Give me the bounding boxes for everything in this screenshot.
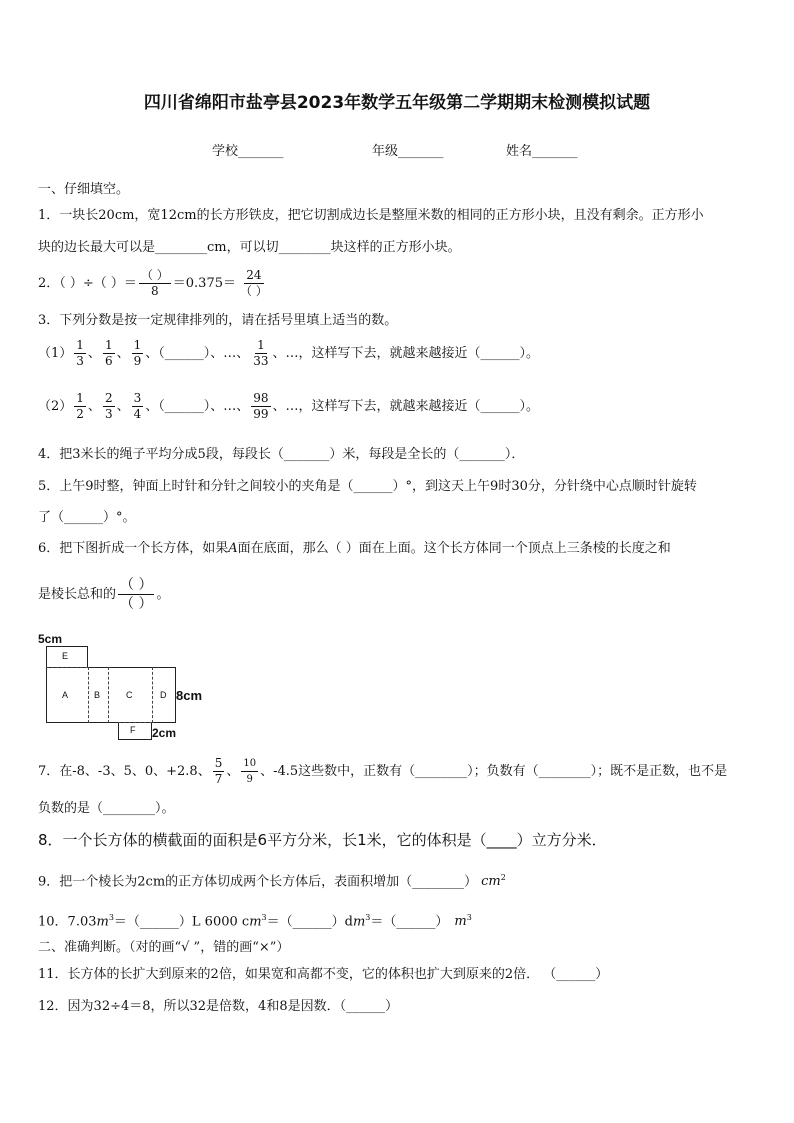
fraction bbox=[213, 756, 225, 787]
unit-m: m bbox=[352, 914, 366, 930]
face-label-b: B bbox=[94, 690, 101, 700]
fraction bbox=[132, 338, 144, 369]
question-12: 12．因为32÷4＝8，所以32是倍数，4和8是因数．（______） bbox=[38, 999, 399, 1014]
q7-mid: 、-4.5这些数中，正数有（________）；负数有（________）；既不是正数，也不是 bbox=[260, 764, 728, 779]
fraction-numerator: 1 bbox=[133, 338, 142, 352]
fraction bbox=[132, 391, 144, 422]
question-5-line-1: 5．上午9时整，钟面上时针和分针之间较小的夹角是（______）°，到这天上午9时30分，分针绕中心点顺时针旋转 bbox=[38, 479, 697, 494]
page-title: 四川省绵阳市盐亭县2023年数学五年级第二学期期末检测模拟试题 bbox=[143, 93, 651, 113]
fraction bbox=[74, 391, 86, 422]
fraction-numerator: 1 bbox=[257, 338, 265, 352]
q6-fraction bbox=[118, 576, 154, 613]
fold-line bbox=[118, 722, 152, 723]
fold-line bbox=[108, 667, 109, 723]
fraction-denominator: 2 bbox=[76, 407, 84, 421]
fraction-numerator: 98 bbox=[253, 391, 269, 405]
fraction-numerator: 24 bbox=[246, 268, 262, 282]
fraction-numerator: 1 bbox=[104, 338, 113, 352]
fraction-denominator: 9 bbox=[246, 774, 253, 785]
fraction-numerator: （ ） bbox=[140, 268, 169, 282]
fraction-denominator: 6 bbox=[104, 354, 113, 368]
fraction bbox=[74, 338, 86, 369]
fraction-denominator: 3 bbox=[76, 354, 84, 368]
face-label-d: D bbox=[160, 690, 167, 700]
fraction-numerator: 1 bbox=[76, 391, 84, 405]
cuboid-net-diagram bbox=[38, 632, 238, 744]
q7-lead: 7．在-8、-3、5、0、+2.8、 bbox=[38, 764, 211, 779]
fraction bbox=[103, 391, 115, 422]
fraction-numerator: （ ） bbox=[120, 577, 153, 593]
fold-line bbox=[46, 667, 88, 668]
section-2-heading: 二、准确判断。（对的画“√ ”，错的画“×”） bbox=[38, 940, 290, 955]
row-tail: 、…，这样写下去，就越来越接近（______）。 bbox=[272, 399, 540, 414]
fraction bbox=[103, 338, 115, 369]
fraction-numerator: 2 bbox=[104, 391, 113, 405]
fraction-denominator: 9 bbox=[133, 354, 142, 368]
q6-text-a: 6．把下图折成一个长方体，如果 bbox=[38, 541, 229, 556]
name-field[interactable]: 姓名_______ bbox=[506, 144, 578, 159]
question-1-line-2: 块的边长最大可以是________cm，可以切________块这样的正方形小块。 bbox=[38, 240, 461, 255]
question-8: 8．一个长方体的横截面的面积是6平方分米，长1米，它的体积是（____）立方分米． bbox=[38, 831, 607, 849]
q6-face-variable: A bbox=[228, 541, 238, 556]
question-2 bbox=[38, 268, 272, 299]
section-1-heading: 一、仔细填空。 bbox=[38, 182, 130, 197]
fraction-denominator: 4 bbox=[133, 407, 142, 421]
face-label-e: E bbox=[62, 651, 69, 661]
fraction-denominator: 3 bbox=[104, 407, 113, 421]
question-2-mid: ＝0.375＝ bbox=[172, 276, 236, 291]
question-3-row-1: （1） $\frac{1}{3}$ 、 $\frac{1}{6}$ 、 $\frac{1}{9}$ 、（______）、…、 $\frac{1}{33}$ 、…，这样写下去，就越来越接近（______）。 bbox=[38, 338, 540, 368]
face-label-a: A bbox=[62, 690, 69, 700]
fold-line bbox=[152, 667, 153, 723]
grade-field[interactable]: 年级_______ bbox=[372, 144, 444, 159]
row-label: （2） bbox=[38, 399, 73, 414]
question-6-line-1 bbox=[38, 540, 671, 558]
question-9 bbox=[38, 869, 506, 891]
row-mid: 、（______）、…、 bbox=[145, 399, 250, 414]
net-top-label: 5cm bbox=[38, 632, 63, 646]
face-label-f: F bbox=[130, 725, 136, 735]
school-field[interactable]: 学校_______ bbox=[212, 144, 284, 159]
unit-exponent: 3 bbox=[261, 913, 267, 922]
fraction bbox=[251, 391, 270, 422]
unit-m: m bbox=[96, 914, 109, 930]
question-7-line-1: 7．在-8、-3、5、0、+2.8、 $\frac{5}{7}$ 、 $\frac{10}{9}$ 、-4.5这些数中，正数有（________）；负数有（________）；既不是正数，也不是 bbox=[38, 756, 728, 786]
fraction bbox=[251, 338, 270, 369]
question-2-lead: 2．（ ）÷（ ）＝ bbox=[38, 276, 137, 291]
q10-part-b: ＝（______）L 6000 c bbox=[113, 914, 250, 930]
fraction-denominator: 8 bbox=[151, 284, 159, 298]
face-label-c: C bbox=[126, 690, 133, 700]
fraction bbox=[241, 756, 258, 787]
row-mid: 、（______）、…、 bbox=[145, 346, 250, 361]
fraction-denominator: （ ） bbox=[239, 284, 268, 298]
q6-text-c: 是棱长总和的 bbox=[38, 587, 117, 602]
q9-exponent: 2 bbox=[500, 873, 506, 882]
unit-m: m bbox=[249, 914, 262, 930]
fraction-numerator: 10 bbox=[241, 756, 258, 772]
fraction-denominator: 99 bbox=[253, 407, 269, 421]
fraction-denominator: 33 bbox=[253, 354, 269, 368]
q6-end: 。 bbox=[156, 587, 170, 602]
q10-part-a: 10．7.03 bbox=[38, 914, 97, 930]
question-4: 4．把3米长的绳子平均分成5段，每段长（_______）米，每段是全长的（_______）． bbox=[38, 447, 525, 462]
row-tail: 、…，这样写下去，就越来越接近（______）。 bbox=[272, 346, 540, 361]
net-bottom-label: 2cm bbox=[152, 726, 177, 740]
fraction-numerator: 1 bbox=[76, 338, 84, 352]
question-3-row-2: （2） $\frac{1}{2}$ 、 $\frac{2}{3}$ 、 $\frac{3}{4}$ 、（______）、…、 $\frac{98}{99}$ 、…，这样写下去，就越来越接近（______）。 bbox=[38, 391, 540, 421]
question-1-line-1: 1．一块长20cm，宽12cm的长方形铁皮，把它切割成边长是整厘米数的相同的正方形小块，且没有剩余。正方形小 bbox=[38, 208, 704, 223]
fraction-denominator: 7 bbox=[214, 772, 223, 786]
fraction-numerator: 5 bbox=[214, 756, 223, 770]
question-2-fraction-1 bbox=[139, 268, 171, 299]
fold-line bbox=[88, 667, 89, 723]
unit-exponent: 3 bbox=[108, 913, 114, 922]
fraction-denominator: （ ） bbox=[120, 596, 153, 612]
q6-text-b: 面在底面，那么（ ）面在上面。这个长方体同一个顶点上三条棱的长度之和 bbox=[237, 541, 671, 556]
question-6-line-2 bbox=[38, 576, 169, 613]
q9-unit: cm bbox=[481, 874, 501, 890]
question-2-fraction-2 bbox=[238, 268, 270, 299]
q10-part-c: ＝（______）d bbox=[266, 914, 353, 930]
q9-text: 9．把一个棱长为2cm的正方体切成两个长方体后，表面积增加（________） bbox=[38, 874, 478, 890]
net-right-label: 8cm bbox=[176, 688, 203, 703]
question-10 bbox=[38, 909, 472, 931]
unit-m: m bbox=[454, 914, 467, 930]
question-11: 11．长方体的长扩大到原来的2倍，如果宽和高都不变，它的体积也扩大到原来的2倍． （______） bbox=[38, 967, 609, 982]
unit-exponent: 3 bbox=[466, 913, 472, 922]
row-label: （1） bbox=[38, 346, 73, 361]
unit-exponent: 3 bbox=[365, 913, 371, 922]
question-7-line-2: 负数的是（________）。 bbox=[38, 801, 175, 816]
q10-part-d: ＝（______） bbox=[370, 914, 449, 930]
question-3-stem: 3．下列分数是按一定规律排列的，请在括号里填上适当的数。 bbox=[38, 313, 398, 328]
question-5-line-2: 了（______）°。 bbox=[38, 510, 136, 525]
fraction-numerator: 3 bbox=[133, 391, 142, 405]
